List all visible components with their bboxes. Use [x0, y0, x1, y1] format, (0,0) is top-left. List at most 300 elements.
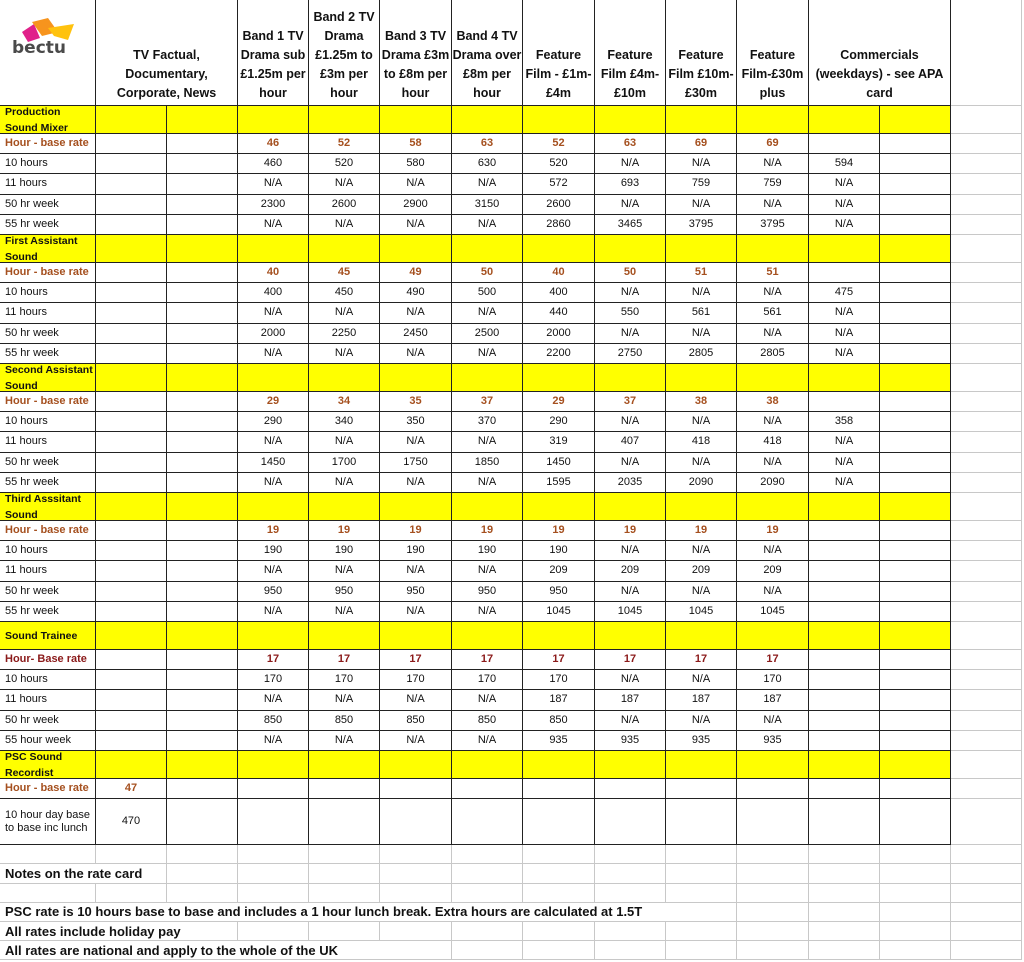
rate-value-cell: N/A — [380, 432, 452, 452]
rate-value-cell: 51 — [737, 263, 809, 283]
rate-value-cell — [380, 799, 452, 845]
empty-cell — [951, 884, 1022, 903]
empty-cell — [951, 751, 1022, 779]
rate-value-cell: N/A — [737, 412, 809, 432]
rate-value-cell: N/A — [737, 711, 809, 731]
empty-cell — [380, 884, 452, 903]
rate-value-cell: 935 — [595, 731, 666, 751]
rate-value-cell: 51 — [666, 263, 737, 283]
cell-tv-factual — [96, 690, 167, 710]
empty-cell — [951, 392, 1022, 412]
section-fill-cell — [309, 364, 380, 392]
rate-value-cell: N/A — [238, 174, 309, 194]
section-fill-cell — [309, 493, 380, 521]
cell-tv-factual — [96, 731, 167, 751]
empty-cell — [309, 864, 380, 883]
section-fill-cell — [666, 493, 737, 521]
cell-tv-factual — [96, 602, 167, 622]
cell-tv-factual — [96, 582, 167, 602]
rate-value-cell: N/A — [737, 582, 809, 602]
empty-cell — [951, 283, 1022, 303]
empty-cell — [595, 922, 666, 941]
section-fill-cell — [238, 622, 309, 650]
column-header-6: Feature Film £4m-£10m — [595, 0, 666, 106]
rate-value-cell: 2805 — [737, 344, 809, 364]
empty-cell — [880, 903, 951, 922]
rate-value-cell: 350 — [380, 412, 452, 432]
rate-value-cell: 190 — [309, 541, 380, 561]
rate-value-cell: N/A — [309, 602, 380, 622]
rate-value-cell: 187 — [666, 690, 737, 710]
cell-commercials-extra — [880, 690, 951, 710]
rate-value-cell: 69 — [737, 134, 809, 154]
cell-tv-factual-extra — [167, 412, 238, 432]
cell-tv-factual — [96, 344, 167, 364]
empty-cell — [737, 903, 809, 922]
empty-cell — [380, 864, 452, 883]
cell-tv-factual — [96, 283, 167, 303]
rate-value-cell: 187 — [523, 690, 595, 710]
cell-tv-factual — [96, 561, 167, 581]
rate-value-cell: N/A — [666, 154, 737, 174]
section-fill-cell — [96, 106, 167, 134]
section-fill-cell — [880, 622, 951, 650]
rate-value-cell: N/A — [737, 195, 809, 215]
cell-commercials — [809, 263, 880, 283]
cell-commercials-extra — [880, 303, 951, 323]
column-header-1: Band 1 TV Drama sub £1.25m per hour — [238, 0, 309, 106]
empty-cell — [452, 845, 523, 864]
rate-value-cell: 170 — [523, 670, 595, 690]
cell-commercials — [809, 779, 880, 799]
rate-value-cell: 935 — [737, 731, 809, 751]
rate-value-cell: 561 — [666, 303, 737, 323]
empty-cell — [380, 922, 452, 941]
rate-value-cell: N/A — [309, 690, 380, 710]
section-fill-cell — [737, 364, 809, 392]
section-fill-cell — [238, 364, 309, 392]
row-label: 55 hr week — [0, 473, 96, 493]
section-fill-cell — [737, 235, 809, 263]
rate-value-cell: N/A — [666, 582, 737, 602]
empty-cell — [523, 922, 595, 941]
rate-value-cell: 3795 — [666, 215, 737, 235]
cell-commercials — [809, 670, 880, 690]
cell-tv-factual-extra — [167, 154, 238, 174]
empty-cell — [595, 845, 666, 864]
rate-value-cell — [595, 799, 666, 845]
empty-cell — [809, 922, 880, 941]
empty-cell — [666, 864, 737, 883]
row-label: Hour - base rate — [0, 134, 96, 154]
section-fill-cell — [380, 751, 452, 779]
rate-value-cell: N/A — [238, 432, 309, 452]
rate-value-cell — [666, 799, 737, 845]
rate-value-cell: N/A — [595, 324, 666, 344]
section-fill-cell — [309, 106, 380, 134]
rate-value-cell: 2300 — [238, 195, 309, 215]
rate-value-cell: 290 — [523, 412, 595, 432]
rate-value-cell: 2750 — [595, 344, 666, 364]
section-fill-cell — [880, 493, 951, 521]
rate-value-cell: 950 — [380, 582, 452, 602]
rate-value-cell: N/A — [380, 473, 452, 493]
empty-cell — [238, 884, 309, 903]
rate-value-cell: 37 — [452, 392, 523, 412]
empty-cell — [951, 215, 1022, 235]
rate-value-cell: 3465 — [595, 215, 666, 235]
cell-commercials-extra — [880, 541, 951, 561]
section-fill-cell — [452, 751, 523, 779]
empty-cell — [951, 602, 1022, 622]
rate-value-cell: 1750 — [380, 453, 452, 473]
rate-value-cell — [523, 779, 595, 799]
cell-commercials — [809, 602, 880, 622]
rate-value-cell: N/A — [452, 690, 523, 710]
section-fill-cell — [523, 493, 595, 521]
rate-value-cell: 340 — [309, 412, 380, 432]
empty-cell — [951, 903, 1022, 922]
rate-value-cell: N/A — [380, 215, 452, 235]
column-header-4: Band 4 TV Drama over £8m per hour — [452, 0, 523, 106]
empty-cell — [523, 941, 595, 960]
empty-cell — [880, 864, 951, 883]
empty-cell — [880, 922, 951, 941]
rate-value-cell: N/A — [452, 215, 523, 235]
section-fill-cell — [309, 751, 380, 779]
section-fill-cell — [595, 106, 666, 134]
empty-cell — [951, 941, 1022, 960]
empty-cell — [737, 922, 809, 941]
rate-value-cell: 40 — [238, 263, 309, 283]
empty-cell — [96, 884, 167, 903]
section-fill-cell — [523, 235, 595, 263]
cell-tv-factual — [96, 324, 167, 344]
rate-value-cell: 190 — [238, 541, 309, 561]
empty-cell — [380, 845, 452, 864]
empty-cell — [452, 864, 523, 883]
row-label: Hour - base rate — [0, 263, 96, 283]
section-title: Production Sound Mixer — [0, 106, 96, 134]
rate-value-cell: 17 — [523, 650, 595, 670]
rate-value-cell: 418 — [737, 432, 809, 452]
cell-tv-factual-extra — [167, 134, 238, 154]
empty-cell — [523, 864, 595, 883]
empty-cell — [167, 845, 238, 864]
cell-commercials-extra — [880, 453, 951, 473]
rate-value-cell: 1045 — [666, 602, 737, 622]
rate-value-cell: 370 — [452, 412, 523, 432]
empty-cell — [238, 922, 309, 941]
section-fill-cell — [809, 235, 880, 263]
cell-tv-factual — [96, 134, 167, 154]
rate-value-cell: N/A — [238, 602, 309, 622]
rate-value-cell: 190 — [380, 541, 452, 561]
cell-tv-factual — [96, 473, 167, 493]
rate-value-cell — [595, 779, 666, 799]
section-fill-cell — [809, 106, 880, 134]
empty-cell — [951, 582, 1022, 602]
section-fill-cell — [238, 106, 309, 134]
section-fill-cell — [523, 751, 595, 779]
empty-cell — [595, 941, 666, 960]
rate-value-cell: 2090 — [737, 473, 809, 493]
rate-value-cell: 3150 — [452, 195, 523, 215]
cell-commercials: N/A — [809, 324, 880, 344]
cell-commercials — [809, 521, 880, 541]
rate-value-cell: 407 — [595, 432, 666, 452]
cell-tv-factual — [96, 195, 167, 215]
rate-value-cell: 52 — [523, 134, 595, 154]
cell-commercials-extra — [880, 602, 951, 622]
section-fill-cell — [809, 751, 880, 779]
cell-tv-factual — [96, 174, 167, 194]
rate-value-cell: 17 — [595, 650, 666, 670]
cell-tv-factual-extra — [167, 690, 238, 710]
empty-cell — [951, 174, 1022, 194]
empty-cell — [951, 432, 1022, 452]
rate-value-cell: N/A — [452, 602, 523, 622]
rate-value-cell: 2035 — [595, 473, 666, 493]
rate-value-cell: 950 — [238, 582, 309, 602]
rate-value-cell: 187 — [737, 690, 809, 710]
empty-cell — [951, 711, 1022, 731]
row-label: 11 hours — [0, 561, 96, 581]
row-label: 55 hr week — [0, 344, 96, 364]
empty-cell — [595, 884, 666, 903]
rate-value-cell: 19 — [737, 521, 809, 541]
cell-tv-factual-extra — [167, 215, 238, 235]
row-label: 11 hours — [0, 690, 96, 710]
cell-commercials: N/A — [809, 473, 880, 493]
rate-value-cell: N/A — [737, 541, 809, 561]
cell-commercials-extra — [880, 711, 951, 731]
rate-value-cell: N/A — [238, 215, 309, 235]
section-fill-cell — [96, 364, 167, 392]
row-label: 50 hr week — [0, 711, 96, 731]
section-fill-cell — [595, 751, 666, 779]
cell-commercials — [809, 711, 880, 731]
rate-value-cell: 49 — [380, 263, 452, 283]
rate-value-cell: 19 — [452, 521, 523, 541]
rate-value-cell: 2000 — [238, 324, 309, 344]
rate-value-cell: N/A — [666, 670, 737, 690]
rate-value-cell: N/A — [238, 731, 309, 751]
cell-commercials-extra — [880, 215, 951, 235]
rate-value-cell: 850 — [309, 711, 380, 731]
column-header-commercials: Commercials (weekdays) - see APA card — [809, 0, 951, 106]
rate-value-cell: N/A — [309, 731, 380, 751]
cell-commercials — [809, 731, 880, 751]
cell-commercials-extra — [880, 174, 951, 194]
rate-value-cell: N/A — [309, 432, 380, 452]
section-fill-cell — [523, 622, 595, 650]
rate-value-cell: N/A — [737, 283, 809, 303]
note-national-rates: All rates are national and apply to the whole of the UK — [0, 941, 452, 960]
rate-value-cell: 572 — [523, 174, 595, 194]
row-label: 50 hr week — [0, 453, 96, 473]
rate-value-cell: 759 — [737, 174, 809, 194]
rate-value-cell: N/A — [452, 344, 523, 364]
cell-commercials: N/A — [809, 195, 880, 215]
rate-value-cell: 1700 — [309, 453, 380, 473]
rate-value-cell: 37 — [595, 392, 666, 412]
cell-tv-factual-extra — [167, 174, 238, 194]
empty-cell — [809, 884, 880, 903]
empty-cell — [737, 845, 809, 864]
rate-value-cell: 850 — [452, 711, 523, 731]
rate-value-cell: N/A — [238, 690, 309, 710]
rate-value-cell: 69 — [666, 134, 737, 154]
rate-value-cell: N/A — [452, 473, 523, 493]
empty-cell — [951, 493, 1022, 521]
empty-cell — [951, 364, 1022, 392]
section-fill-cell — [666, 106, 737, 134]
cell-commercials: N/A — [809, 432, 880, 452]
row-label: 10 hour day base to base inc lunch — [0, 799, 96, 845]
cell-tv-factual-extra — [167, 799, 238, 845]
section-title: Third Asssitant Sound — [0, 493, 96, 521]
rate-value-cell: 29 — [238, 392, 309, 412]
rate-value-cell — [523, 799, 595, 845]
cell-commercials-extra — [880, 561, 951, 581]
cell-tv-factual-extra — [167, 303, 238, 323]
empty-cell — [951, 412, 1022, 432]
rate-value-cell: N/A — [666, 324, 737, 344]
section-fill-cell — [666, 235, 737, 263]
section-fill-cell — [809, 364, 880, 392]
rate-value-cell: 19 — [238, 521, 309, 541]
rate-value-cell: 950 — [452, 582, 523, 602]
cell-commercials — [809, 392, 880, 412]
rate-value-cell: N/A — [452, 731, 523, 751]
empty-cell — [809, 941, 880, 960]
section-fill-cell — [452, 493, 523, 521]
rate-value-cell: 209 — [737, 561, 809, 581]
empty-cell — [951, 473, 1022, 493]
rate-value-cell: 2090 — [666, 473, 737, 493]
cell-tv-factual-extra — [167, 711, 238, 731]
cell-commercials-extra — [880, 799, 951, 845]
cell-commercials-extra — [880, 412, 951, 432]
rate-value-cell: 190 — [523, 541, 595, 561]
rate-value-cell: N/A — [452, 561, 523, 581]
section-fill-cell — [523, 364, 595, 392]
rate-value-cell: N/A — [595, 711, 666, 731]
cell-commercials-extra — [880, 134, 951, 154]
cell-tv-factual — [96, 711, 167, 731]
rate-value-cell: N/A — [666, 283, 737, 303]
cell-commercials-extra — [880, 650, 951, 670]
cell-tv-factual-extra — [167, 283, 238, 303]
cell-tv-factual — [96, 263, 167, 283]
cell-commercials — [809, 650, 880, 670]
empty-cell — [96, 845, 167, 864]
rate-value-cell: N/A — [452, 432, 523, 452]
row-label: 10 hours — [0, 412, 96, 432]
rate-value-cell: 187 — [595, 690, 666, 710]
rate-value-cell: 500 — [452, 283, 523, 303]
rate-value-cell: 3795 — [737, 215, 809, 235]
rate-value-cell: N/A — [380, 344, 452, 364]
rate-value-cell: N/A — [737, 324, 809, 344]
section-fill-cell — [96, 235, 167, 263]
rate-value-cell: N/A — [309, 174, 380, 194]
section-fill-cell — [167, 235, 238, 263]
section-fill-cell — [666, 364, 737, 392]
rate-value-cell: 19 — [666, 521, 737, 541]
section-title: First Assistant Sound — [0, 235, 96, 263]
rate-value-cell: N/A — [666, 412, 737, 432]
section-title: Sound Trainee — [0, 622, 96, 650]
rate-value-cell: 400 — [238, 283, 309, 303]
empty-cell — [523, 845, 595, 864]
empty-cell — [951, 650, 1022, 670]
rate-value-cell: 209 — [595, 561, 666, 581]
rate-value-cell: 440 — [523, 303, 595, 323]
rate-value-cell: 29 — [523, 392, 595, 412]
section-fill-cell — [595, 364, 666, 392]
row-label: 11 hours — [0, 432, 96, 452]
rate-value-cell: 190 — [452, 541, 523, 561]
section-fill-cell — [737, 622, 809, 650]
rate-value-cell: 2450 — [380, 324, 452, 344]
rate-value-cell: N/A — [309, 344, 380, 364]
rate-value-cell: 19 — [380, 521, 452, 541]
cell-tv-factual-extra — [167, 561, 238, 581]
section-fill-cell — [595, 493, 666, 521]
empty-cell — [452, 922, 523, 941]
rate-value-cell: 561 — [737, 303, 809, 323]
empty-cell — [523, 884, 595, 903]
section-fill-cell — [380, 493, 452, 521]
cell-tv-factual-extra — [167, 473, 238, 493]
empty-cell — [809, 845, 880, 864]
rate-value-cell: 520 — [523, 154, 595, 174]
section-fill-cell — [452, 235, 523, 263]
rate-value-cell: N/A — [595, 453, 666, 473]
empty-cell — [951, 263, 1022, 283]
cell-commercials-extra — [880, 779, 951, 799]
empty-cell — [737, 941, 809, 960]
empty-cell — [880, 941, 951, 960]
empty-cell — [880, 884, 951, 903]
section-fill-cell — [309, 622, 380, 650]
rate-value-cell: 35 — [380, 392, 452, 412]
cell-commercials-extra — [880, 731, 951, 751]
cell-commercials-extra — [880, 473, 951, 493]
cell-tv-factual — [96, 432, 167, 452]
rate-value-cell: 50 — [452, 263, 523, 283]
cell-tv-factual-extra — [167, 344, 238, 364]
section-fill-cell — [96, 622, 167, 650]
empty-cell — [309, 884, 380, 903]
rate-value-cell — [666, 779, 737, 799]
rate-value-cell: 45 — [309, 263, 380, 283]
rate-value-cell: 2600 — [523, 195, 595, 215]
row-label: 10 hours — [0, 283, 96, 303]
empty-cell — [951, 670, 1022, 690]
rate-value-cell: N/A — [309, 473, 380, 493]
cell-tv-factual-extra — [167, 779, 238, 799]
cell-tv-factual — [96, 521, 167, 541]
rate-value-cell: 50 — [595, 263, 666, 283]
cell-tv-factual-extra — [167, 392, 238, 412]
rate-value-cell: 34 — [309, 392, 380, 412]
empty-cell — [809, 864, 880, 883]
rate-value-cell: 950 — [523, 582, 595, 602]
section-title: PSC Sound Recordist — [0, 751, 96, 779]
